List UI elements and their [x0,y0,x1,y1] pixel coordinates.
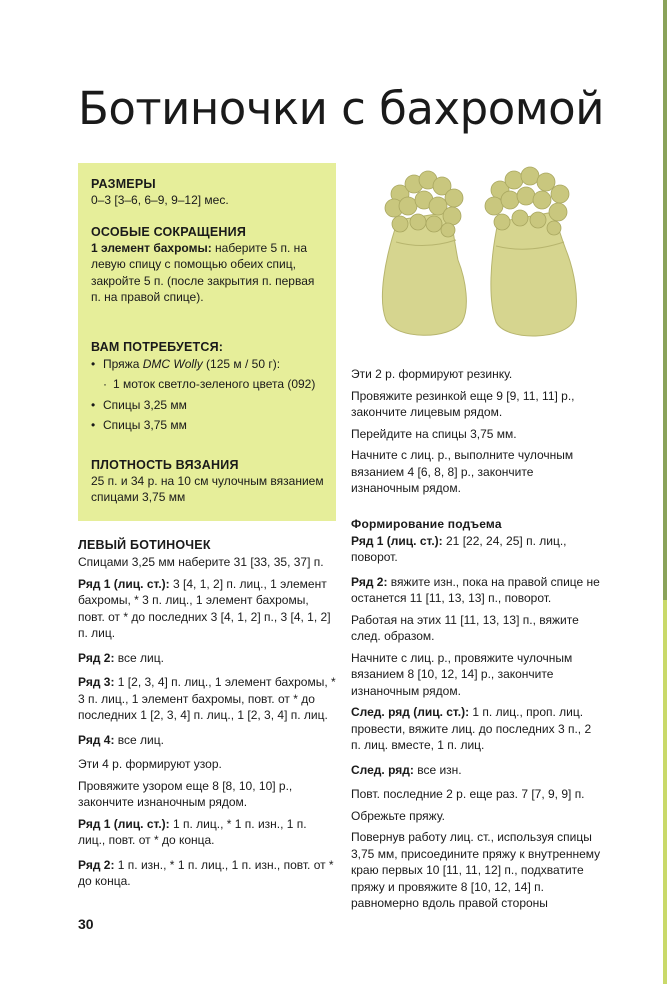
cut-yarn: Обрежьте пряжу. [351,808,445,823]
materials-list [91,356,324,434]
rib-note: Эти 2 р. формируют резинку. [351,367,513,381]
sizes-heading: РАЗМЕРЫ [91,177,156,191]
pickup-instruction: Повернув работу лиц. ст., используя спицы 3,75 мм, присоедините пряжу к внутреннему краю первых 10 [11, 11, 12] п., подхватите пряжу и провяжите 8 [10, 12, 14] п. равномерно вдоль правой стороны [351,830,601,910]
page-edge-strip-lower [663,600,667,984]
left-bootie-heading: ЛЕВЫЙ БОТИНОЧЕК [78,538,211,552]
abbreviations-heading: ОСОБЫЕ СОКРАЩЕНИЯ [91,224,246,239]
sizes-text: 0–3 [3–6, 6–9, 9–12] мес. [91,193,229,207]
row-label: След. ряд: [351,762,414,777]
bullet-icon: • [91,418,96,432]
cast-on-text: Спицами 3,25 мм наберите 31 [33, 35, 37] п. [78,555,324,569]
rib-row-1-instruction [78,816,336,849]
rib-row-2-instruction [78,857,336,890]
materials-block [91,340,324,434]
needles-1: Спицы 3,25 мм [103,397,187,412]
row-text: 1 п. лиц., проп. лиц. провести, вяжите лиц. до последних 3 п., 2 п. лиц. вместе, 1 п. лиц. [351,705,592,752]
row-label: Ряд 1 (лиц. ст.): [351,533,443,548]
materials-item-yarn-amount [91,376,324,393]
row-2-instruction [78,650,336,667]
repeat-note: Повт. последние 2 р. еще раз. 7 [7, 9, 9] п. [351,787,585,801]
row-text: 3 [4, 1, 2] п. лиц., 1 элемент бахромы, * 3 п. лиц., 1 элемент бахромы, повт. от * до последних 3 [4, 1, 2] п., 3 [4, 1, 2] п. лиц. [78,576,331,640]
row-4-instruction [78,732,336,749]
row-1-instruction [78,576,336,642]
row-text: вяжите изн., пока на правой спице не останется 11 [11, 13, 13] п., поворот. [351,574,600,605]
instep-row-2 [351,574,603,607]
materials-item-needles-2 [91,417,324,434]
abbreviations-block [91,225,324,306]
page-title: Ботиночки с бахромой [78,82,604,135]
row-label: Ряд 2: [351,574,388,589]
yarn-suffix: (125 м / 50 г): [202,356,281,371]
materials-item-needles-1 [91,397,324,414]
row-label: Ряд 1 (лиц. ст.): [78,576,170,591]
row-text: 1 п. изн., * 1 п. лиц., 1 п. изн., повт. от * до конца. [78,857,334,888]
row-text: 21 [22, 24, 25] п. лиц., поворот. [351,533,567,564]
needle-change: Перейдите на спицы 3,75 мм. [351,426,517,441]
row-text: все лиц. [114,732,164,747]
gauge-heading: ПЛОТНОСТЬ ВЯЗАНИЯ [91,457,239,472]
yarn-amount: 1 моток светло-зеленого цвета (092) [113,377,316,391]
row-label: Ряд 1 (лиц. ст.): [78,816,170,831]
left-column [78,538,336,895]
yarn-prefix: Пряжа [103,356,143,371]
pattern-repeat: Провяжите узором еще 8 [8, 10, 10] р., закончите изнаночным рядом. [78,778,293,809]
row-label: След. ряд (лиц. ст.): [351,705,470,719]
page-edge-strip [663,0,667,600]
sizes-block [91,177,324,209]
stockinette-instruction: Начните с лиц. р., выполните чулочным вязанием 4 [6, 8, 8] р., закончите изнаночным рядом. [351,448,574,495]
gauge-text: 25 п. и 34 р. на 10 см чулочным вязанием спицами 3,75 мм [91,473,324,504]
instep-row-1 [351,533,603,566]
row-text: 1 [2, 3, 4] п. лиц., 1 элемент бахромы, * 3 п. лиц., 1 элемент бахромы, повт. от * до последних 1 [2, 3, 4] п. лиц., 1 [2, 3, 4] п. лиц. [78,675,336,722]
rib-repeat: Провяжите резинкой еще 9 [9, 11, 11] р., закончите лицевым рядом. [351,388,575,419]
needles-2: Спицы 3,75 мм [103,418,187,432]
row-label: Ряд 3: [78,675,115,689]
gauge-block [91,458,324,506]
booties-photo [370,150,602,358]
instep-stockinette: Начните с лиц. р., провяжите чулочным вязанием 8 [10, 12, 14] р., закончите изнаночным рядом. [351,650,573,698]
decrease-row [351,704,603,754]
abbreviation-definition [91,240,324,306]
row-text: 1 п. лиц., * 1 п. изн., 1 п. лиц., повт. от * до конца. [78,816,307,847]
page-number: 30 [78,916,94,932]
materials-item-yarn [91,356,324,373]
instep-work-note: Работая на этих 11 [11, 13, 13] п., вяжите след. образом. [351,612,579,643]
right-column [351,366,603,917]
bullet-icon: • [91,397,96,412]
row-3-instruction [78,674,336,724]
right-bootie [485,167,576,336]
row-text: все изн. [413,762,462,777]
row-label: Ряд 4: [78,732,115,747]
yarn-name: DMC Wolly [142,356,203,371]
abbreviation-text: наберите 5 п. на левую спицу с помощью обеих спиц, закройте 5 п. (после закрытия п. первая п. на правой спице). [91,240,315,304]
left-bootie [382,171,466,335]
instep-heading: Формирование подъема [351,516,502,531]
abbreviation-term: 1 элемент бахромы: [91,240,212,255]
next-row [351,762,603,779]
row-label: Ряд 2: [78,857,115,872]
materials-sidebar [78,163,336,521]
row-text: все лиц. [114,650,164,665]
bullet-icon: • [91,356,96,371]
pattern-note: Эти 4 р. формируют узор. [78,757,222,771]
materials-heading: ВАМ ПОТРЕБУЕТСЯ: [91,339,224,354]
row-label: Ряд 2: [78,650,115,665]
sub-bullet-icon: · [103,377,107,391]
